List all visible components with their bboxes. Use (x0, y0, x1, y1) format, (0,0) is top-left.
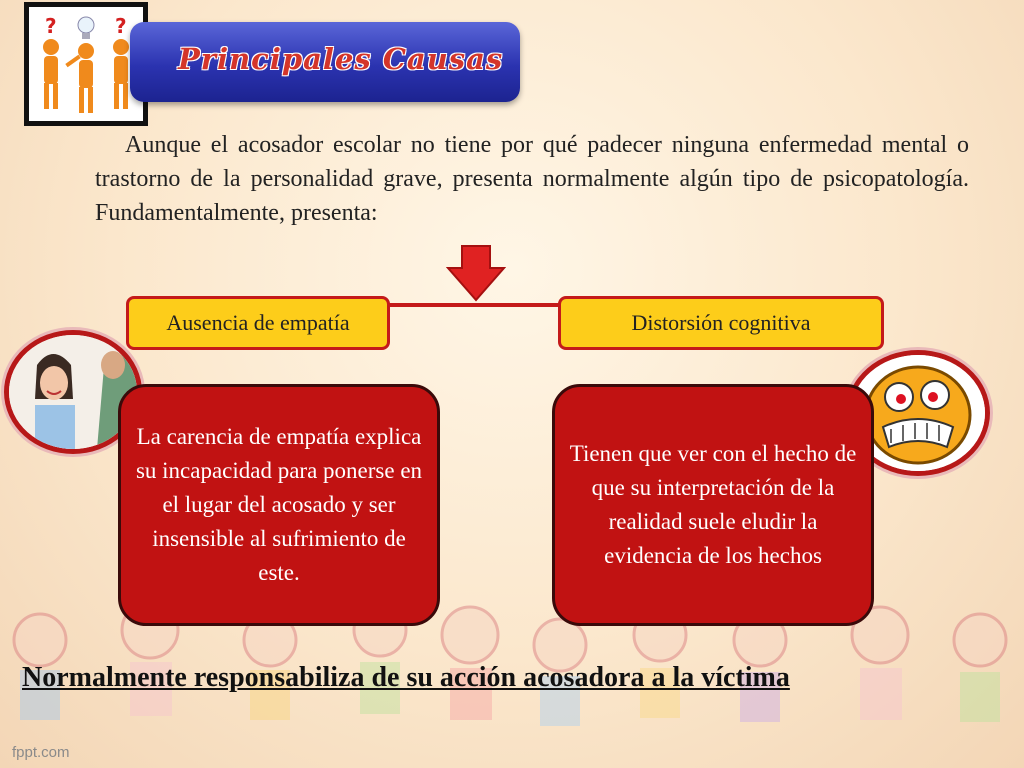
svg-text:?: ? (45, 14, 57, 38)
empathy-description-text: La carencia de empatía explica su incapacidad para ponerse en el lugar del acosado y ser insensible al sufrimiento de este. (135, 424, 423, 585)
empathy-description (118, 384, 440, 626)
cognitive-label: Distorsión cognitiva (558, 296, 884, 350)
intro-paragraph: Aunque el acosador escolar no tiene por qué padecer ninguna enfermedad mental o trastorno de la personalidad grave, presenta normalmente algún tipo de psicopatología. Fundamentalmente, presenta: (95, 132, 969, 226)
empathy-label: Ausencia de empatía (126, 296, 390, 350)
page-title: Principales Causas (178, 42, 504, 76)
svg-text:?: ? (115, 14, 127, 38)
footer-watermark: fppt.com (12, 744, 70, 761)
arrow-down-icon (446, 244, 506, 304)
cognitive-description-text: Tienen que ver con el hecho de que su interpretación de la realidad suele eludir la evidencia de los hechos (569, 441, 857, 568)
conclusion-text: Normalmente responsabiliza de su acción acosadora a la víctima (22, 662, 790, 693)
cognitive-description (552, 384, 874, 626)
